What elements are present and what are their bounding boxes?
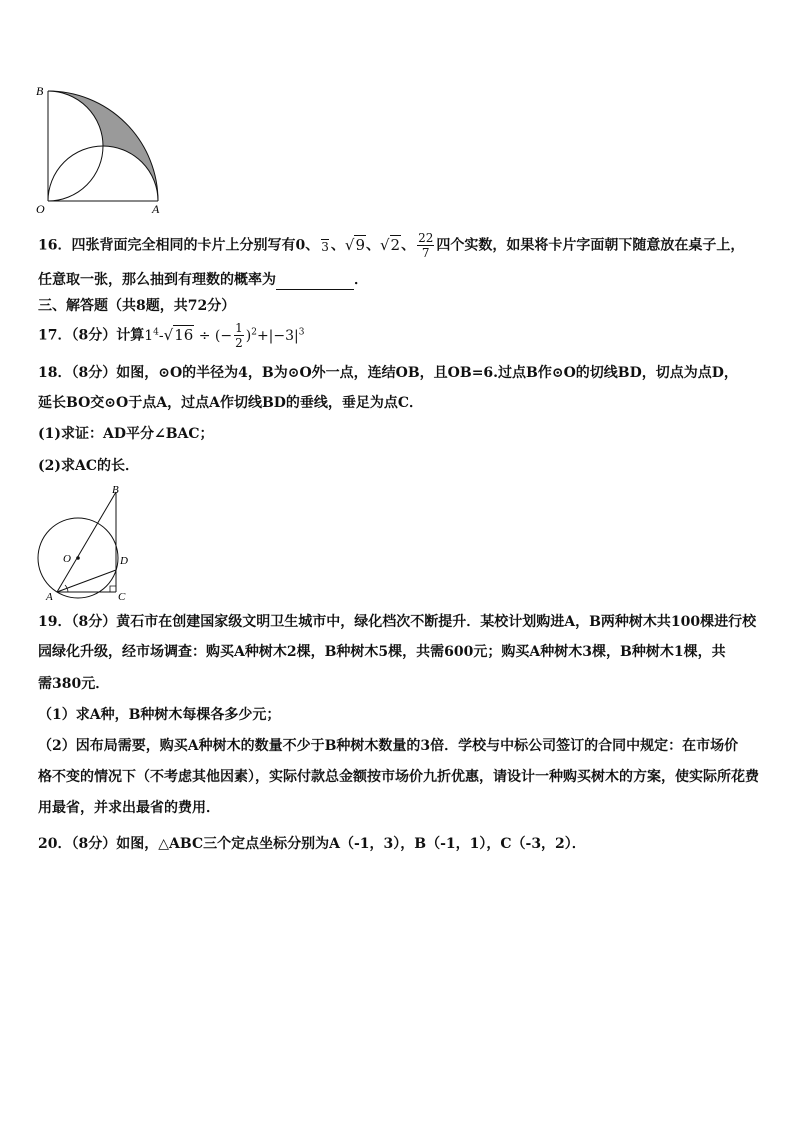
sqrt-2 [380,235,401,255]
fraction-denominator: 3 [321,240,329,254]
separator: 、 [330,237,345,254]
q16-line2-text: 任意取一张，那么抽到有理数的概率为 [38,272,276,288]
figure-quarter-circle [30,80,180,220]
question-18-part1: (1)求证：AD平分∠BAC； [38,426,214,442]
question-19-line3: 需380元． [38,676,110,692]
question-16-line1 [38,232,744,259]
question-19-part2-line3: 用最省，并求出最省的费用． [38,800,220,816]
label-o: O [63,553,71,565]
expr-abs-value: +|−3| [256,327,299,344]
expr-base: 1 [144,327,154,344]
question-19-line2: 园绿化升级，经市场调查：购买A种树木2棵，B种树木5棵，共需600元；购买A种树木3棵，B种树木1棵，共 [38,644,726,660]
label-a: A [46,591,53,602]
question-18-part2: (2)求AC的长． [38,458,139,474]
label-b: B [112,484,119,496]
expr-minus: - [158,327,164,344]
fraction-1-2 [234,322,244,349]
separator: 、 [365,237,380,254]
expr-divide: ÷ (− [194,327,233,344]
expr-exponent: 4 [153,327,159,337]
q16-lead-text: 四张背面完全相同的卡片上分别写有0、 [71,237,320,254]
q17-expression [144,321,305,351]
expr-exponent: 2 [251,327,257,337]
question-17 [38,322,305,349]
question-16-line2 [38,270,368,290]
question-20-line1: 20．（8分）如图，△ABC三个定点坐标分别为A（-1，3），B（-1，1），C（-3，2）． [38,836,586,852]
figure-circle-tangent [30,482,140,602]
section-3-title: 三、解答题（共8题，共72分） [38,298,236,314]
fraction-denominator: 2 [235,336,243,351]
separator: 、 [401,237,416,254]
fraction-denominator: 7 [421,246,430,260]
radical-sign: √ [344,235,355,254]
label-a: A [152,202,160,216]
expr-exponent: 3 [298,327,305,337]
question-18-line1: 18．（8分）如图，⊙O的半径为4，B为⊙O外一点，连结OB，且OB=6.过点B作⊙O的切线BD，切点为点D， [38,365,738,381]
fraction-numerator: 1 [235,321,243,336]
fraction-22-7 [417,232,434,259]
question-19-part2-line1: （2）因布局需要，购买A种树木的数量不少于B种树木数量的3倍．学校与中标公司签订的合同中规定：在市场价 [38,738,739,754]
question-19-part2-line2: 格不变的情况下（不考虑其他因素），实际付款总金额按市场价九折优惠，请设计一种购买树木的方案，使实际所花费 [38,769,759,785]
radicand: 16 [174,325,194,344]
label-c: C [118,591,126,602]
question-number: 16． [38,237,72,254]
radicand: 9 [355,235,365,254]
sqrt-16 [164,325,195,345]
radicand: 2 [390,235,401,254]
label-d: D [120,555,128,567]
q16-tail-text: 四个实数，如果将卡片字面朝下随意放在桌子上， [436,237,745,254]
sqrt-9 [345,235,366,255]
radical-sign: √ [379,235,390,254]
answer-blank[interactable] [276,275,354,290]
question-18-line2: 延长BO交⊙O于点A，过点A作切线BD的垂线，垂足为点C． [38,395,424,411]
fraction-numerator: 22 [418,231,434,245]
radical-sign: √ [163,325,174,344]
label-b: B [36,84,44,98]
label-o: O [36,202,45,216]
q16-line2-end: ． [354,272,368,288]
q17-lead-text: 17．（8分）计算 [38,327,145,344]
fraction-1-3 [321,238,329,253]
expr-close-paren: ) [245,327,252,344]
question-19-part1: （1）求A种，B种树木每棵各多少元； [38,707,281,723]
question-19-line1: 19．（8分）黄石市在创建国家级文明卫生城市中，绿化档次不断提升．某校计划购进A，B两种树木共100棵进行校 [38,614,757,630]
